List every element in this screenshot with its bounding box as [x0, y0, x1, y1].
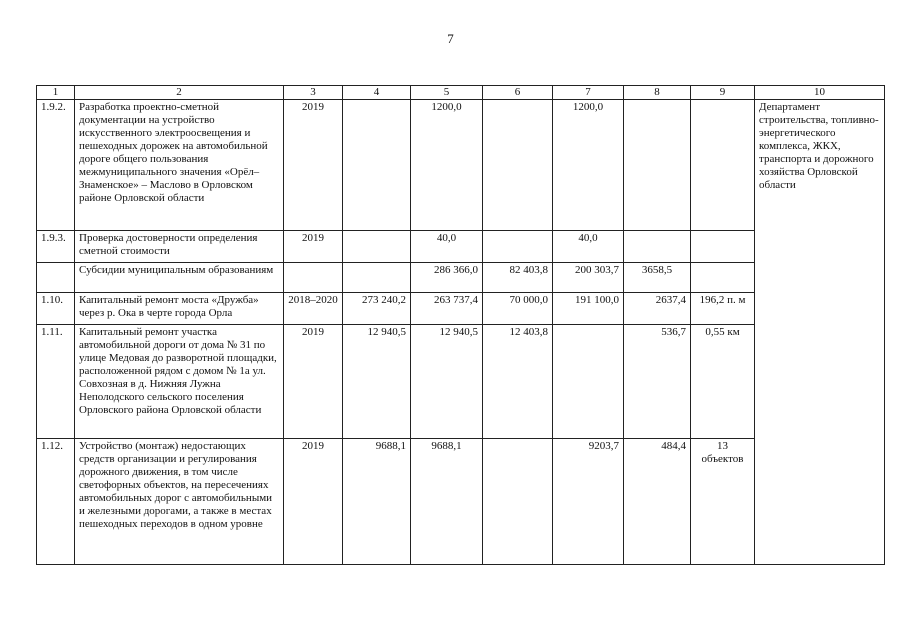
cell-col5: 9688,1: [411, 439, 483, 565]
cell-col8: 536,7: [624, 325, 691, 439]
cell-col4: 273 240,2: [343, 293, 411, 325]
cell-col7: 191 100,0: [553, 293, 624, 325]
cell-col9: [691, 231, 755, 263]
cell-col6: 12 403,8: [483, 325, 553, 439]
cell-col6: [483, 439, 553, 565]
cell-col9: [691, 100, 755, 231]
cell-col6: [483, 100, 553, 231]
row-number: 1.9.2.: [37, 100, 75, 231]
row-number: 1.11.: [37, 325, 75, 439]
header-cell: 9: [691, 86, 755, 100]
cell-col8: 2637,4: [624, 293, 691, 325]
page-number: 7: [447, 31, 454, 46]
header-row: [37, 86, 885, 100]
row-number: [37, 263, 75, 293]
header-cell: 3: [284, 86, 343, 100]
row-name: Капитальный ремонт моста «Дружба» через р. Ока в черте города Орла: [75, 293, 284, 325]
cell-col9: 0,55 км: [691, 325, 755, 439]
cell-col7: 200 303,7: [553, 263, 624, 293]
cell-col8: [624, 231, 691, 263]
row-name: Проверка достоверности определения сметной стоимости: [75, 231, 284, 263]
row-name: Устройство (монтаж) недостающих средств организации и регулирования дорожного движения, в том числе светофорных объектов, на пересечениях автомобильных дорог с автомобильными и железными дорогами, а также в местах пешеходных переходов в одном уровне: [75, 439, 284, 565]
cell-col8: [624, 100, 691, 231]
row-year: 2019: [284, 231, 343, 263]
program-table: [36, 85, 885, 565]
cell-col7: 40,0: [553, 231, 624, 263]
cell-col4: 9688,1: [343, 439, 411, 565]
header-cell: 4: [343, 86, 411, 100]
row-number: 1.10.: [37, 293, 75, 325]
cell-col5: 1200,0: [411, 100, 483, 231]
header-cell: 5: [411, 86, 483, 100]
cell-col9: 196,2 п. м: [691, 293, 755, 325]
cell-col9: 13 объектов: [691, 439, 755, 565]
cell-col4: [343, 263, 411, 293]
cell-col5: 263 737,4: [411, 293, 483, 325]
cell-col8: 3658,5: [624, 263, 691, 293]
row-year: [284, 263, 343, 293]
cell-col5: 40,0: [411, 231, 483, 263]
cell-col6: 82 403,8: [483, 263, 553, 293]
row-year: 2019: [284, 325, 343, 439]
header-cell: 7: [553, 86, 624, 100]
cell-col8: 484,4: [624, 439, 691, 565]
cell-col5: 12 940,5: [411, 325, 483, 439]
cell-col9: [691, 263, 755, 293]
header-cell: 8: [624, 86, 691, 100]
row-year: 2018–2020: [284, 293, 343, 325]
cell-col4: 12 940,5: [343, 325, 411, 439]
cell-col6: [483, 231, 553, 263]
responsible-department: Департамент строительства, топливно-энергетического комплекса, ЖКХ, транспорта и дорожного хозяйства Орловской области: [755, 100, 885, 565]
cell-col5: 286 366,0: [411, 263, 483, 293]
row-year: 2019: [284, 100, 343, 231]
row-name: Разработка проектно-сметной документации на устройство искусственного электроосвещения и пешеходных дорожек на автомобильной дороге общего пользования межмуниципального значения «Орёл–Знаменское» – Маслово в Орловском районе Орловской области: [75, 100, 284, 231]
header-cell: 10: [755, 86, 885, 100]
cell-col6: 70 000,0: [483, 293, 553, 325]
cell-col7: [553, 325, 624, 439]
table-row: [37, 100, 885, 231]
cell-col4: [343, 100, 411, 231]
header-cell: 6: [483, 86, 553, 100]
row-year: 2019: [284, 439, 343, 565]
row-number: 1.9.3.: [37, 231, 75, 263]
cell-col4: [343, 231, 411, 263]
row-name: Субсидии муниципальным образованиям: [75, 263, 284, 293]
header-cell: 1: [37, 86, 75, 100]
cell-col7: 9203,7: [553, 439, 624, 565]
cell-col7: 1200,0: [553, 100, 624, 231]
row-number: 1.12.: [37, 439, 75, 565]
row-name: Капитальный ремонт участка автомобильной дороги от дома № 31 по улице Медовая до разворотной площадки, расположенной рядом с домом № 1а ул. Совхозная в д. Нижняя Лужна Неполодского сельского поселения Орловского района Орловской области: [75, 325, 284, 439]
header-cell: 2: [75, 86, 284, 100]
